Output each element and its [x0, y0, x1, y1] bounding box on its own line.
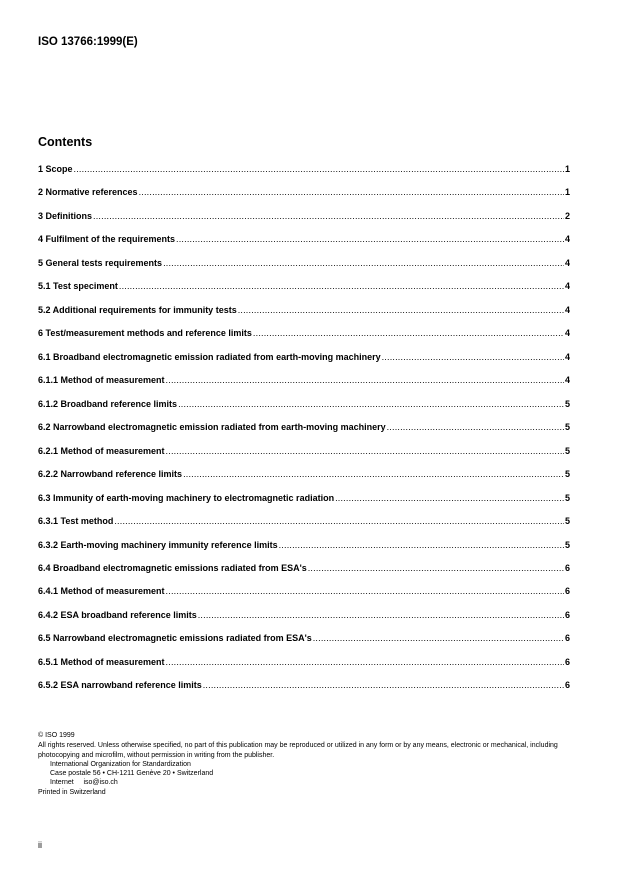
toc-entry-title: 6.5.2 ESA narrowband reference limits [38, 680, 202, 691]
toc-entry-page: 4 [564, 304, 570, 315]
organization-address: Case postale 56 • CH-1211 Genève 20 • Switzerland [50, 770, 214, 778]
toc-entry-page: 4 [564, 234, 570, 245]
internet-contact: Internet iso@iso.ch [50, 779, 118, 787]
toc-dot-leader [119, 281, 564, 291]
toc-entry-title: 2 Normative references [38, 187, 138, 198]
toc-dot-leader [198, 610, 564, 620]
toc-dot-leader [183, 469, 564, 479]
toc-entry[interactable] [38, 540, 570, 563]
rights-statement: All rights reserved. Unless otherwise specified, no part of this publication may be reproduced or utilized in any form or by any means, electronic or mechanical, including photocopying and microfilm, without permission in writing from the publisher. [38, 742, 558, 759]
toc-entry-page: 6 [564, 562, 570, 573]
toc-entry-title: 6.4.1 Method of measurement [38, 586, 165, 597]
toc-dot-leader [163, 258, 564, 268]
toc-entry-page: 6 [564, 633, 570, 644]
copyright-line: © ISO 1999 [38, 732, 75, 739]
toc-entry[interactable] [38, 563, 570, 586]
toc-entry[interactable] [38, 446, 570, 469]
toc-entry-page: 5 [564, 492, 570, 503]
toc-entry-page: 5 [564, 445, 570, 456]
toc-dot-leader [114, 516, 564, 526]
toc-entry[interactable] [38, 281, 570, 304]
toc-entry[interactable] [38, 305, 570, 328]
page-number: ii [38, 840, 42, 850]
toc-dot-leader [203, 680, 564, 690]
toc-entry[interactable] [38, 516, 570, 539]
toc-dot-leader [74, 164, 564, 174]
toc-entry-title: 6.3.2 Earth-moving machinery immunity reference limits [38, 539, 278, 550]
toc-entry-title: 5.2 Additional requirements for immunity tests [38, 304, 237, 315]
toc-dot-leader [139, 187, 564, 197]
toc-entry[interactable] [38, 328, 570, 351]
toc-entry-page: 4 [564, 281, 570, 292]
toc-entry-page: 5 [564, 422, 570, 433]
toc-entry[interactable] [38, 258, 570, 281]
toc-entry-title: 6.2.2 Narrowband reference limits [38, 469, 183, 480]
document-identifier: ISO 13766:1999(E) [38, 36, 138, 48]
toc-entry[interactable] [38, 187, 570, 210]
toc-entry-title: 6.1.1 Method of measurement [38, 375, 165, 386]
toc-entry[interactable] [38, 493, 570, 516]
toc-entry-page: 6 [564, 586, 570, 597]
contents-heading: Contents [38, 135, 93, 149]
toc-entry[interactable] [38, 469, 570, 492]
toc-dot-leader [313, 633, 564, 643]
toc-entry-title: 1 Scope [38, 164, 73, 174]
toc-entry-page: 5 [564, 516, 570, 527]
toc-entry[interactable] [38, 352, 570, 375]
toc-dot-leader [387, 422, 564, 432]
toc-entry-title: 6 Test/measurement methods and reference limits [38, 328, 252, 339]
toc-entry-title: 6.3.1 Test method [38, 516, 114, 527]
toc-entry-page: 1 [564, 187, 570, 198]
toc-dot-leader [279, 540, 564, 550]
toc-dot-leader [166, 586, 564, 596]
toc-entry-title: 3 Definitions [38, 210, 93, 221]
toc-dot-leader [382, 352, 564, 362]
toc-entry-page: 4 [564, 257, 570, 268]
toc-dot-leader [308, 563, 564, 573]
toc-entry-page: 6 [564, 609, 570, 620]
toc-entry[interactable] [38, 234, 570, 257]
toc-entry-title: 6.5.1 Method of measurement [38, 656, 165, 667]
toc-entry-page: 6 [564, 656, 570, 667]
toc-entry[interactable] [38, 399, 570, 422]
toc-entry-title: 5.1 Test speciment [38, 281, 118, 292]
table-of-contents [38, 164, 570, 704]
toc-entry-title: 5 General tests requirements [38, 257, 163, 268]
toc-entry-title: 6.5 Narrowband electromagnetic emissions radiated from ESA's [38, 633, 312, 644]
toc-dot-leader [166, 657, 564, 667]
toc-entry-page: 4 [564, 375, 570, 386]
toc-entry-page: 2 [564, 210, 570, 221]
toc-entry-page: 5 [564, 398, 570, 409]
toc-entry[interactable] [38, 164, 570, 187]
organization-name: International Organization for Standardization [50, 760, 191, 768]
toc-entry-page: 4 [564, 328, 570, 339]
toc-entry-title: 6.2.1 Method of measurement [38, 445, 165, 456]
toc-entry[interactable] [38, 610, 570, 633]
toc-entry-page: 6 [564, 680, 570, 691]
toc-entry[interactable] [38, 680, 570, 703]
toc-entry-page: 1 [564, 164, 570, 174]
toc-entry[interactable] [38, 657, 570, 680]
toc-dot-leader [253, 328, 564, 338]
toc-entry-title: 6.1 Broadband electromagnetic emission radiated from earth-moving machinery [38, 351, 381, 362]
printed-in: Printed in Switzerland [38, 788, 106, 796]
toc-entry-title: 4 Fulfilment of the requirements [38, 234, 176, 245]
toc-dot-leader [176, 234, 564, 244]
toc-dot-leader [335, 493, 564, 503]
toc-entry-page: 5 [564, 469, 570, 480]
toc-dot-leader [238, 305, 564, 315]
copyright-block [38, 731, 583, 797]
toc-entry-title: 6.1.2 Broadband reference limits [38, 398, 178, 409]
toc-dot-leader [166, 446, 564, 456]
toc-entry-page: 4 [564, 351, 570, 362]
toc-entry[interactable] [38, 586, 570, 609]
toc-dot-leader [166, 375, 564, 385]
toc-entry[interactable] [38, 375, 570, 398]
toc-entry[interactable] [38, 211, 570, 234]
toc-dot-leader [178, 399, 564, 409]
toc-entry-title: 6.2 Narrowband electromagnetic emission radiated from earth-moving machinery [38, 422, 386, 433]
toc-dot-leader [93, 211, 564, 221]
toc-entry-title: 6.3 Immunity of earth-moving machinery to electromagnetic radiation [38, 492, 335, 503]
toc-entry-title: 6.4 Broadband electromagnetic emissions radiated from ESA's [38, 562, 307, 573]
toc-entry[interactable] [38, 422, 570, 445]
toc-entry-title: 6.4.2 ESA broadband reference limits [38, 609, 197, 620]
toc-entry[interactable] [38, 633, 570, 656]
toc-entry-page: 5 [564, 539, 570, 550]
